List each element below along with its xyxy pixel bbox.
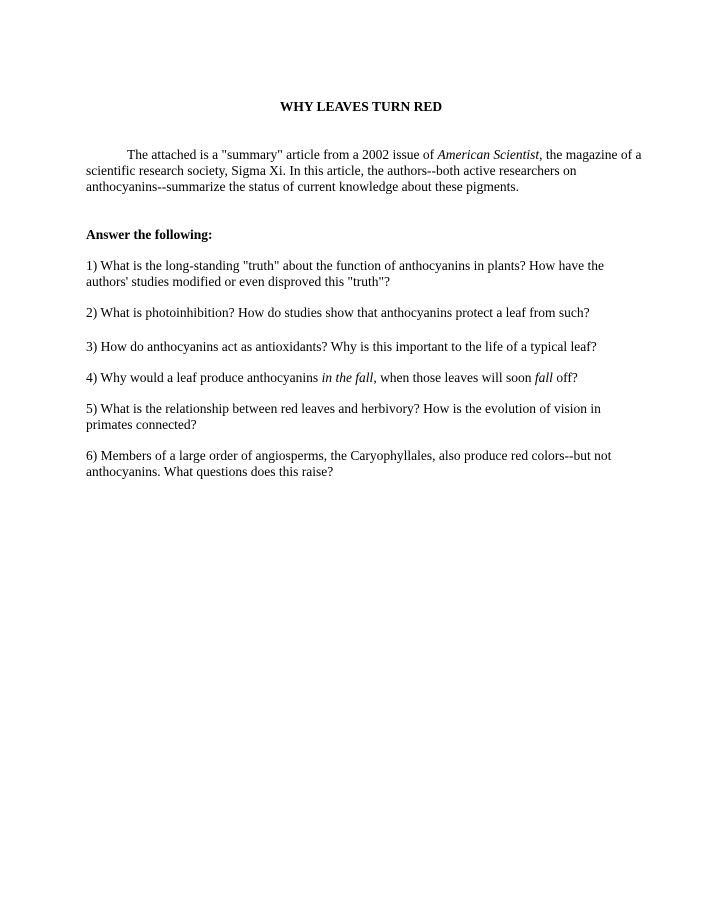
question-4-text-2: , when those leaves will soon: [373, 370, 535, 385]
question-4-text-1: 4) Why would a leaf produce anthocyanins: [86, 370, 322, 385]
instructions-heading: Answer the following:: [86, 227, 213, 242]
intro-text-2: , the magazine of a scientific research society, Sigma Xi. In this article, the authors--both active researchers on anthocyanins--summarize the status of current knowledge about these pigments.: [86, 147, 642, 194]
question-3: 3) How do anthocyanins act as antioxidants? Why is this important to the life of a typical leaf?: [86, 339, 597, 354]
question-2: 2) What is photoinhibition? How do studies show that anthocyanins protect a leaf from such?: [86, 305, 590, 320]
magazine-name: American Scientist: [437, 147, 540, 162]
intro-text-1: The attached is a "summary" article from a 2002 issue of: [127, 147, 438, 162]
question-5: 5) What is the relationship between red leaves and herbivory? How is the evolution of vision in primates connected?: [86, 401, 601, 432]
question-6: 6) Members of a large order of angiosperms, the Caryophyllales, also produce red colors--but not anthocyanins. What questions does this raise?: [86, 448, 612, 479]
question-1: 1) What is the long-standing "truth" about the function of anthocyanins in plants? How have the authors' studies modified or even disproved this "truth"?: [86, 258, 605, 289]
intro-paragraph: [86, 147, 646, 195]
question-4-text-3: off?: [552, 370, 578, 385]
question-4-italic-1: in the fall: [321, 370, 374, 385]
question-4-italic-2: fall: [534, 370, 553, 385]
question-4: [86, 370, 646, 386]
document-title: WHY LEAVES TURN RED: [279, 99, 443, 114]
